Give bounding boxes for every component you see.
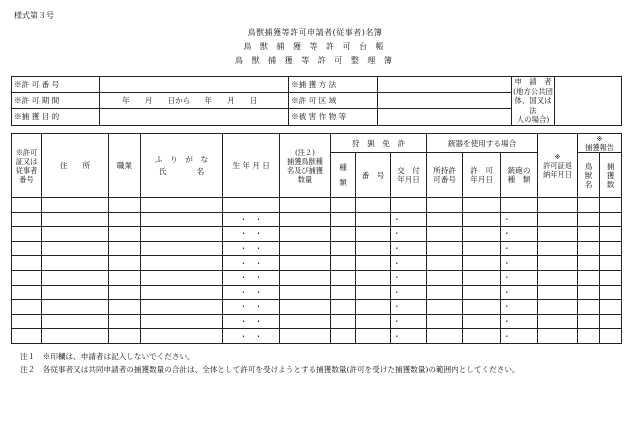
table-cell[interactable] (141, 314, 223, 329)
table-cell[interactable] (538, 285, 578, 300)
table-cell[interactable]: ・ (501, 241, 538, 256)
field-capture-purpose[interactable] (100, 109, 289, 125)
table-cell[interactable] (578, 227, 600, 242)
table-cell[interactable] (109, 300, 141, 315)
header-birth-date: 生 年 月 日 (223, 134, 280, 198)
field-damaged-crops[interactable] (378, 109, 512, 125)
header-gun-permit-number: 所持許 可番号 (427, 153, 463, 198)
header-occupation: 職業 (109, 134, 141, 198)
table-cell[interactable]: ・ (391, 285, 427, 300)
field-applicant[interactable] (555, 77, 622, 126)
table-cell[interactable] (600, 241, 622, 256)
table-cell[interactable] (141, 241, 223, 256)
period-from: 年 月 日から (122, 96, 191, 106)
table-cell[interactable] (356, 241, 391, 256)
table-cell[interactable] (427, 198, 463, 213)
table-cell[interactable] (463, 329, 501, 344)
header-species: 鳥 獣 名 (578, 153, 600, 198)
table-cell[interactable] (427, 314, 463, 329)
table-cell[interactable] (600, 285, 622, 300)
table-cell[interactable] (578, 300, 600, 315)
table-cell[interactable]: ・ (501, 285, 538, 300)
table-cell[interactable] (578, 329, 600, 344)
table-cell[interactable] (331, 300, 356, 315)
table-cell[interactable]: ・ ・ (223, 329, 280, 344)
table-cell[interactable] (109, 314, 141, 329)
table-cell[interactable] (42, 300, 109, 315)
table-row (12, 285, 622, 300)
field-capture-method[interactable] (378, 77, 512, 93)
header-license-number: 番 号 (356, 153, 391, 198)
table-cell[interactable] (463, 285, 501, 300)
table-cell[interactable] (42, 285, 109, 300)
table-cell[interactable] (463, 256, 501, 271)
table-cell[interactable] (578, 198, 600, 213)
table-row (12, 212, 622, 227)
table-cell[interactable] (109, 256, 141, 271)
table-cell[interactable] (280, 270, 331, 285)
footnotes (20, 350, 520, 376)
table-cell[interactable] (538, 300, 578, 315)
table-cell[interactable] (280, 285, 331, 300)
document-titles (0, 26, 630, 68)
table-cell[interactable] (356, 270, 391, 285)
table-cell[interactable] (280, 329, 331, 344)
table-cell[interactable] (141, 212, 223, 227)
table-cell[interactable]: ・ (391, 314, 427, 329)
table-cell[interactable] (600, 329, 622, 344)
header-hunting-license: 狩 猟 免 許 (331, 134, 427, 153)
table-row (12, 227, 622, 242)
table-cell[interactable]: ・ ・ (223, 227, 280, 242)
table-cell[interactable] (331, 285, 356, 300)
table-cell[interactable]: ・ (501, 212, 538, 227)
table-cell[interactable] (109, 198, 141, 213)
table-cell[interactable] (141, 270, 223, 285)
table-cell[interactable] (109, 227, 141, 242)
table-cell[interactable] (109, 329, 141, 344)
table-cell[interactable] (331, 227, 356, 242)
table-cell[interactable] (427, 285, 463, 300)
table-cell[interactable] (12, 198, 42, 213)
table-cell[interactable] (42, 329, 109, 344)
table-cell[interactable]: ・ ・ (223, 212, 280, 227)
table-cell[interactable] (538, 198, 578, 213)
table-cell[interactable] (501, 198, 538, 213)
table-cell[interactable] (356, 227, 391, 242)
table-cell[interactable] (12, 285, 42, 300)
table-cell[interactable] (331, 241, 356, 256)
table-cell[interactable]: ・ ・ (223, 256, 280, 271)
table-cell[interactable] (578, 285, 600, 300)
table-cell[interactable] (42, 256, 109, 271)
header-capture-report: ※ 捕獲報告 (578, 134, 622, 153)
table-cell[interactable] (280, 198, 331, 213)
table-cell[interactable] (42, 270, 109, 285)
table-cell[interactable]: ・ (391, 241, 427, 256)
table-cell[interactable] (280, 300, 331, 315)
header-permit-return-date: ※ 許可証返 納年月日 (538, 134, 578, 198)
table-cell[interactable] (578, 212, 600, 227)
header-species-quantity: (注２) 捕獲鳥獣種 名及び捕獲 数量 (280, 134, 331, 198)
table-cell[interactable] (331, 198, 356, 213)
table-row (12, 329, 622, 344)
label-capture-method: ※捕 獲 方 法 (289, 77, 378, 93)
table-cell[interactable] (280, 314, 331, 329)
form-number: 様式第３号 (14, 11, 54, 20)
table-cell[interactable] (141, 285, 223, 300)
table-cell[interactable]: ・ ・ (223, 270, 280, 285)
table-cell[interactable] (600, 300, 622, 315)
table-cell[interactable] (280, 256, 331, 271)
table-cell[interactable] (42, 198, 109, 213)
table-cell[interactable] (578, 241, 600, 256)
table-row (12, 270, 622, 285)
table-cell[interactable] (280, 241, 331, 256)
field-permit-number[interactable] (100, 77, 289, 93)
header-gun-permit-date: 許 可 年月日 (463, 153, 501, 198)
table-cell[interactable] (427, 300, 463, 315)
table-cell[interactable]: ・ (391, 329, 427, 344)
header-address: 住 所 (42, 134, 109, 198)
table-cell[interactable] (12, 329, 42, 344)
table-cell[interactable] (331, 314, 356, 329)
table-cell[interactable] (109, 212, 141, 227)
table-cell[interactable] (12, 241, 42, 256)
table-cell[interactable] (600, 212, 622, 227)
table-cell[interactable] (223, 198, 280, 213)
table-cell[interactable] (356, 198, 391, 213)
table-cell[interactable]: ・ (391, 300, 427, 315)
table-cell[interactable] (463, 198, 501, 213)
table-cell[interactable] (109, 241, 141, 256)
field-permit-area[interactable] (378, 93, 512, 109)
table-cell[interactable] (427, 241, 463, 256)
table-cell[interactable] (463, 227, 501, 242)
table-cell[interactable]: ・ (391, 256, 427, 271)
table-cell[interactable] (356, 314, 391, 329)
table-cell[interactable] (356, 329, 391, 344)
table-cell[interactable] (141, 300, 223, 315)
table-cell[interactable] (578, 256, 600, 271)
table-cell[interactable] (463, 212, 501, 227)
table-cell[interactable] (463, 314, 501, 329)
table-cell[interactable] (280, 227, 331, 242)
table-cell[interactable] (42, 212, 109, 227)
table-cell[interactable]: ・ (391, 227, 427, 242)
table-cell[interactable] (141, 256, 223, 271)
table-cell[interactable] (12, 256, 42, 271)
table-cell[interactable] (427, 270, 463, 285)
table-cell[interactable] (538, 256, 578, 271)
table-cell[interactable] (538, 314, 578, 329)
field-permit-period[interactable] (100, 93, 289, 109)
table-cell[interactable]: ・ ・ (223, 314, 280, 329)
table-cell[interactable] (141, 227, 223, 242)
table-cell[interactable] (427, 227, 463, 242)
table-cell[interactable] (600, 198, 622, 213)
table-cell[interactable] (538, 227, 578, 242)
label-applicant: 申 請 者 (地方公共団 体、国又は法 人の場合) (513, 77, 553, 124)
table-cell[interactable] (356, 300, 391, 315)
label-permit-period: ※許 可 期 間 (12, 93, 100, 109)
permit-info-table (11, 76, 622, 126)
table-cell[interactable] (331, 270, 356, 285)
header-gun-type: 銃砲の 種 類 (501, 153, 538, 198)
table-cell[interactable]: ・ (501, 329, 538, 344)
table-cell[interactable]: ・ (501, 300, 538, 315)
table-cell[interactable]: ・ ・ (223, 285, 280, 300)
header-count: 捕 獲 数 (600, 153, 622, 198)
header-license-type: 種 類 (331, 153, 356, 198)
table-cell[interactable] (578, 270, 600, 285)
table-cell[interactable] (538, 241, 578, 256)
table-cell[interactable] (356, 212, 391, 227)
table-cell[interactable] (109, 285, 141, 300)
table-cell[interactable]: ・ ・ (223, 241, 280, 256)
table-row (12, 241, 622, 256)
title-register: 鳥 獣 捕 獲 等 許 可 整 理 簿 (235, 56, 395, 65)
table-cell[interactable] (463, 241, 501, 256)
table-cell[interactable] (42, 227, 109, 242)
period-to: 年 月 日 (204, 96, 258, 106)
table-cell[interactable] (427, 329, 463, 344)
table-cell[interactable] (12, 314, 42, 329)
table-cell[interactable] (538, 270, 578, 285)
table-cell[interactable] (538, 212, 578, 227)
table-cell[interactable] (600, 256, 622, 271)
title-roster: 鳥獣捕獲等許可申請者(従事者)名簿 (247, 28, 383, 37)
table-cell[interactable] (331, 329, 356, 344)
table-cell[interactable] (578, 314, 600, 329)
table-cell[interactable] (12, 227, 42, 242)
table-cell[interactable] (391, 198, 427, 213)
table-cell[interactable] (331, 212, 356, 227)
table-cell[interactable]: ・ (501, 270, 538, 285)
table-cell[interactable] (109, 270, 141, 285)
table-cell[interactable]: ・ (391, 212, 427, 227)
table-cell[interactable] (331, 256, 356, 271)
header-permit-card-number: ※許可 証又は 従事者 番号 (12, 134, 42, 198)
label-capture-purpose: ※捕 獲 目 的 (12, 109, 100, 125)
roster-rows (12, 198, 622, 344)
table-cell[interactable] (600, 270, 622, 285)
table-cell[interactable] (141, 329, 223, 344)
note-2: 注２ 各従事者又は共同申請者の捕獲数量の合計は、全体として許可を受けようとする捕獲数量(許可を受けた捕獲数量)の範囲内としてください。 (20, 365, 520, 374)
table-cell[interactable] (12, 270, 42, 285)
table-row (12, 256, 622, 271)
table-cell[interactable] (600, 314, 622, 329)
table-cell[interactable] (463, 300, 501, 315)
header-gun-use: 銃器を使用する場合 (427, 134, 538, 153)
roster-table (11, 133, 622, 344)
table-cell[interactable]: ・ ・ (223, 300, 280, 315)
table-cell[interactable] (42, 241, 109, 256)
table-row (12, 314, 622, 329)
table-row (12, 300, 622, 315)
table-row (12, 198, 622, 213)
table-cell[interactable] (12, 300, 42, 315)
table-cell[interactable] (427, 256, 463, 271)
table-cell[interactable]: ・ (501, 256, 538, 271)
table-cell[interactable] (280, 212, 331, 227)
label-permit-number: ※許 可 番 号 (12, 77, 100, 93)
header-license-issue-date: 交 付 年月日 (391, 153, 427, 198)
table-cell[interactable]: ・ (501, 314, 538, 329)
table-cell[interactable] (12, 212, 42, 227)
table-cell[interactable] (141, 198, 223, 213)
table-cell[interactable] (600, 227, 622, 242)
title-ledger: 鳥 獣 捕 獲 等 許 可 台 帳 (243, 42, 387, 51)
table-cell[interactable] (463, 270, 501, 285)
label-damaged-crops: ※被 害 作 物 等 (289, 109, 378, 125)
label-permit-area: ※許 可 区 域 (289, 93, 378, 109)
table-cell[interactable] (427, 212, 463, 227)
table-cell[interactable] (356, 256, 391, 271)
table-cell[interactable]: ・ (391, 270, 427, 285)
note-1: 注１ ※印欄は、申請者は記入しないでください。 (20, 352, 195, 361)
table-cell[interactable] (356, 285, 391, 300)
table-cell[interactable]: ・ (501, 227, 538, 242)
table-cell[interactable] (538, 329, 578, 344)
header-name: ふ り が な 氏 名 (141, 134, 223, 198)
table-cell[interactable] (42, 314, 109, 329)
